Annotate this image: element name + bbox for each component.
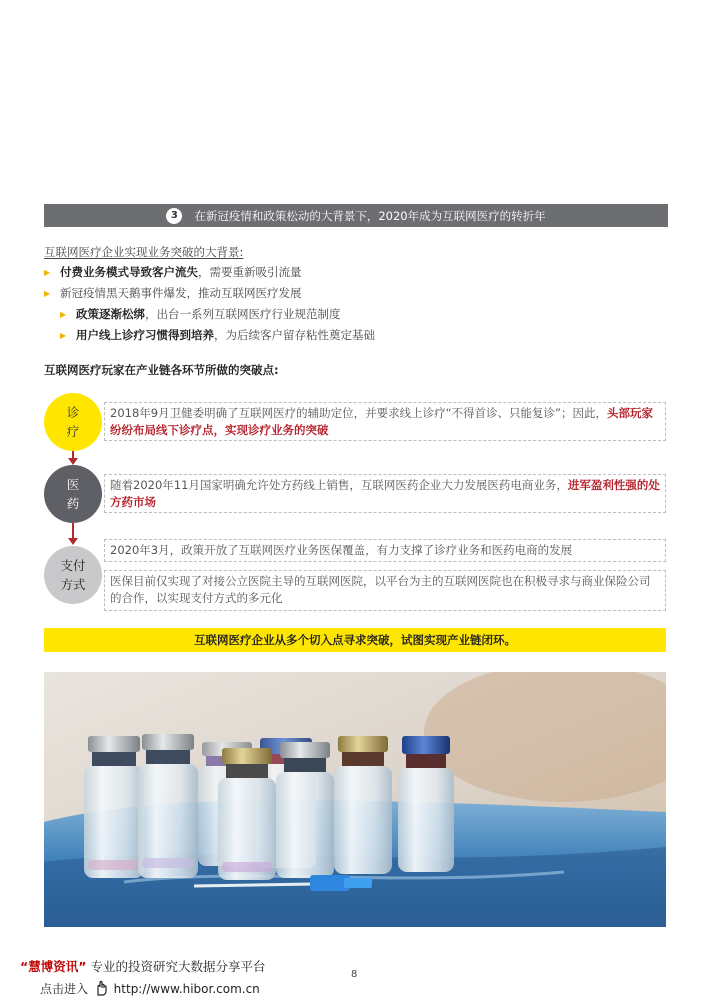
payment-box: 2020年3月，政策开放了互联网医疗业务医保覆盖，有力支撑了诊疗业务和医药电商的发展 [104, 539, 666, 562]
node-diagnosis: 诊 疗 [44, 393, 102, 451]
footer-link[interactable]: 点击进入 http://www.hibor.com.cn [40, 982, 260, 996]
vials-illustration [44, 672, 666, 927]
page-number: 8 [351, 969, 358, 980]
node-medicine: 医 药 [44, 465, 102, 523]
footer-url[interactable]: http://www.hibor.com.cn [113, 982, 260, 996]
conclusion-bar: 互联网医疗企业从多个切入点寻求突破，试图实现产业链闭环。 [44, 628, 666, 652]
triangle-bullet-icon: ▶ [44, 289, 51, 298]
triangle-bullet-icon: ▶ [60, 331, 67, 340]
chain-title: 互联网医疗玩家在产业链各环节所做的突破点: [44, 363, 279, 377]
bullet-item: ▶ 付费业务模式导致客户流失，需要重新吸引流量 [44, 265, 302, 279]
triangle-bullet-icon: ▶ [60, 310, 67, 319]
background-title: 互联网医疗企业实现业务突破的大背景: [44, 245, 244, 259]
vials-photo [44, 672, 666, 927]
diagnosis-box: 2018年9月卫健委明确了互联网医疗的辅助定位，并要求线上诊疗“不得首诊、只能复诊”；因此，头部玩家纷纷布局线下诊疗点，实现诊疗业务的突破 [104, 402, 666, 441]
triangle-bullet-icon: ▶ [44, 268, 51, 277]
bullet-item: ▶ 新冠疫情黑天鹅事件爆发，推动互联网医疗发展 [44, 286, 302, 300]
sub-bullet-item: ▶ 用户线上诊疗习惯得到培养，为后续客户留存粘性奠定基础 [60, 328, 375, 342]
payment-box: 医保目前仅实现了对接公立医院主导的互联网医院，以平台为主的互联网医院也在积极寻求与商业保险公司的合作，以实现支付方式的多元化 [104, 570, 666, 611]
medicine-box: 随着2020年11月国家明确允许处方药线上销售，互联网医药企业大力发展医药电商业务，进军盈利性强的处方药市场 [104, 474, 666, 513]
section-number-badge: 3 [166, 208, 182, 224]
footer-brand: “慧博资讯” 专业的投资研究大数据分享平台 [20, 959, 266, 974]
node-payment: 支付 方式 [44, 546, 102, 604]
down-arrow-icon [68, 538, 78, 545]
pointer-hand-icon [94, 980, 108, 996]
down-arrow-icon [68, 458, 78, 465]
section-header-bar [44, 204, 668, 227]
connector-line [72, 523, 74, 539]
section-title: 在新冠疫情和政策松动的大背景下，2020年成为互联网医疗的转折年 [194, 208, 546, 223]
sub-bullet-item: ▶ 政策逐渐松绑，出台一系列互联网医疗行业规范制度 [60, 307, 341, 321]
